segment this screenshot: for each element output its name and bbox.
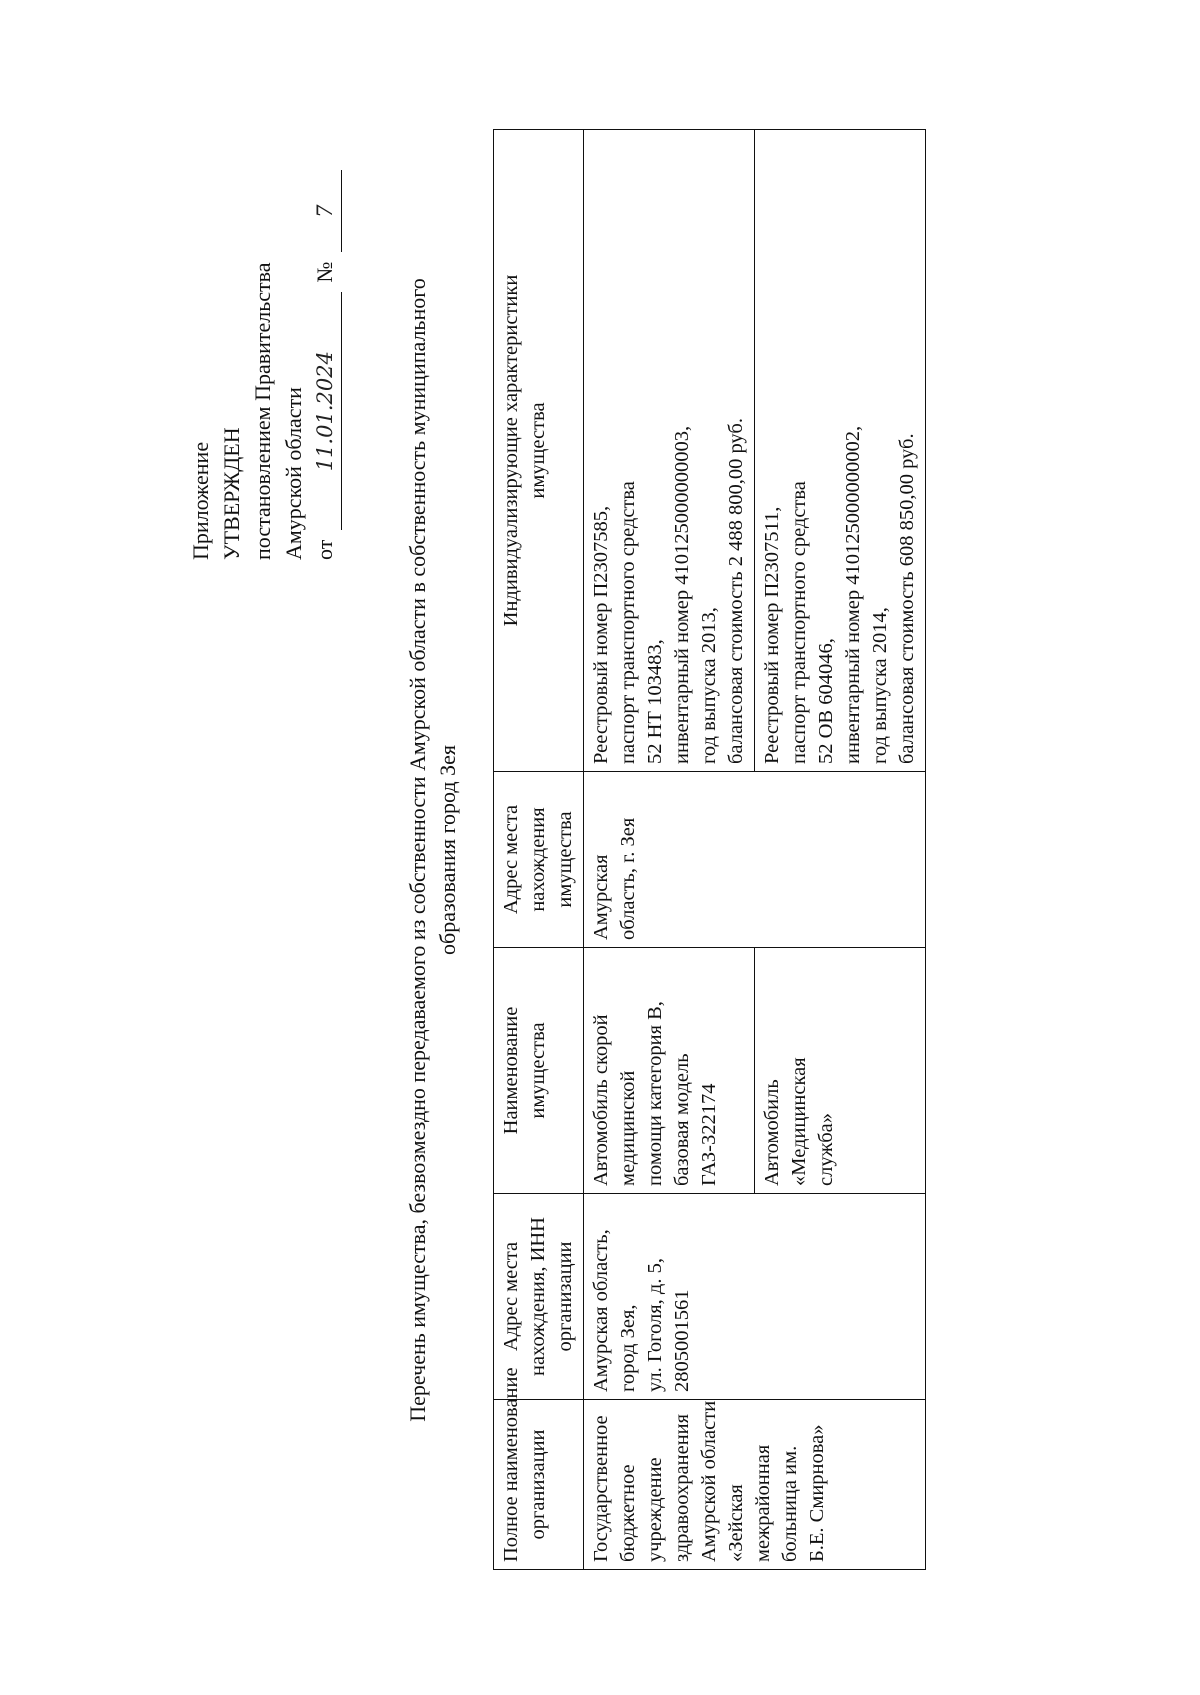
- approval-date-value: 11.01.2024: [313, 351, 337, 472]
- header-property-details: Индивидуализирующие характеристики имущества: [494, 130, 584, 772]
- approved-label: УТВЕРЖДЕН: [219, 427, 244, 560]
- number-label: №: [312, 261, 337, 283]
- date-prefix: от: [312, 539, 337, 560]
- document-title-line-2: образования город Зея: [435, 745, 460, 955]
- header-org-name: Полное наименование организации: [494, 1400, 584, 1570]
- document-title: [403, 130, 463, 1570]
- header-property-address: Адрес места нахождения имущества: [494, 772, 584, 948]
- header-org-address: Адрес места нахождения, ИНН организации: [494, 1194, 584, 1400]
- property-details-cell: Реестровый номер П2307585, паспорт транспортного средства 52 НТ 103483, инвентарный номер 410125000000003, год выпуска 2013, балансовая стоимость 2 488 800,00 руб.: [584, 130, 755, 772]
- property-address-cell: Амурская область, г. Зея: [584, 772, 926, 948]
- appendix-label: Приложение: [188, 441, 213, 560]
- document-page: [145, 70, 1165, 1630]
- header-property-name: Наименование имущества: [494, 948, 584, 1194]
- property-name-cell: Автомобиль «Медицинская служба»: [755, 948, 926, 1194]
- table-header-row: [494, 130, 584, 1570]
- property-table: [493, 129, 926, 1570]
- approved-by-line-1: постановлением Правительства: [250, 262, 275, 560]
- approval-date-line: [309, 90, 342, 560]
- property-name-cell: Автомобиль скорой медицинской помощи категория В, базовая модель ГАЗ-322174: [584, 948, 755, 1194]
- approval-stamp-block: [185, 90, 342, 560]
- property-details-cell: Реестровый номер П2307511, паспорт транспортного средства 52 ОВ 604046, инвентарный номер 410125000000002, год выпуска 2014, балансовая стоимость 608 850,00 руб.: [755, 130, 926, 772]
- approval-date-field: [309, 292, 342, 530]
- org-name-cell: Государственное бюджетное учреждение здравоохранения Амурской области «Зейская межрайонная больница им. Б.Е. Смирнова»: [584, 1400, 926, 1570]
- table-row: [584, 130, 755, 1570]
- approved-by-line-2: Амурской области: [281, 387, 306, 560]
- approval-number-value: 7: [313, 204, 337, 218]
- org-address-cell: Амурская область, город Зея, ул. Гоголя, д. 5, 2805001561: [584, 1194, 926, 1400]
- approval-number-field: [309, 170, 342, 252]
- document-title-line-1: Перечень имущества, безвозмездно передаваемого из собственности Амурской области в собственность муниципального: [405, 278, 430, 1422]
